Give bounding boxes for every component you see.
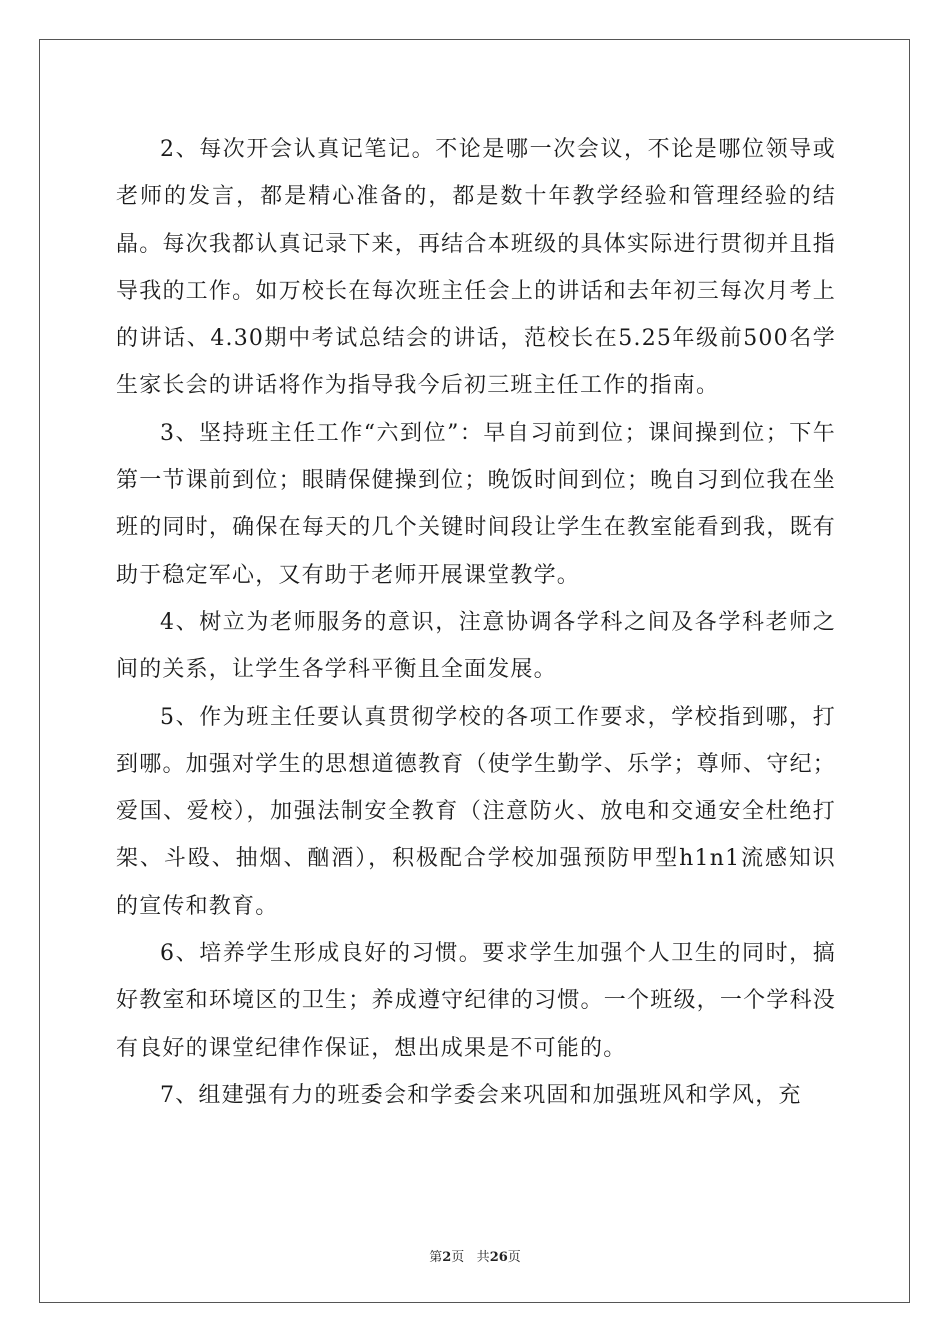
- page-number: 2: [442, 1250, 452, 1265]
- paragraph-item-5: 5、作为班主任要认真贯彻学校的各项工作要求，学校指到哪，打到哪。加强对学生的思想道德教育（使学生勤学、乐学；尊师、守纪；爱国、爱校），加强法制安全教育（注意防火、放电和交通安全杜绝打架、斗殴、抽烟、酗酒），积极配合学校加强预防甲型h1n1流感知识的宣传和教育。: [116, 704, 836, 919]
- page-footer: [0, 1246, 950, 1265]
- paragraph-item-4: 4、树立为老师服务的意识，注意协调各学科之间及各学科老师之间的关系，让学生各学科平衡且全面发展。: [116, 609, 836, 683]
- total-prefix: 共: [476, 1250, 490, 1265]
- document-body: [116, 126, 836, 1119]
- paragraph-item-2: 2、每次开会认真记笔记。不论是哪一次会议，不论是哪位领导或老师的发言，都是精心准备的，都是数十年教学经验和管理经验的结晶。每次我都认真记录下来，再结合本班级的具体实际进行贯彻并且指导我的工作。如万校长在每次班主任会上的讲话和去年初三每次月考上的讲话、4.30期中考试总结会的讲话，范校长在5.25年级前500名学生家长会的讲话将作为指导我今后初三班主任工作的指南。: [116, 137, 836, 399]
- total-suffix: 页: [507, 1250, 521, 1265]
- total-pages: 26: [489, 1250, 508, 1265]
- page-suffix: 页: [451, 1250, 465, 1265]
- paragraph-item-3: 3、坚持班主任工作“六到位”：早自习前到位；课间操到位；下午第一节课前到位；眼睛保健操到位；晚饭时间到位；晚自习到位我在坐班的同时，确保在每天的几个关键时间段让学生在教室能看到我，既有助于稳定军心，又有助于老师开展课堂教学。: [116, 420, 836, 588]
- paragraph-item-6: 6、培养学生形成良好的习惯。要求学生加强个人卫生的同时，搞好教室和环境区的卫生；养成遵守纪律的习惯。一个班级，一个学科没有良好的课堂纪律作保证，想出成果是不可能的。: [116, 941, 836, 1061]
- page-prefix: 第: [429, 1250, 443, 1265]
- paragraph-item-7: 7、组建强有力的班委会和学委会来巩固和加强班风和学风，充: [160, 1082, 802, 1108]
